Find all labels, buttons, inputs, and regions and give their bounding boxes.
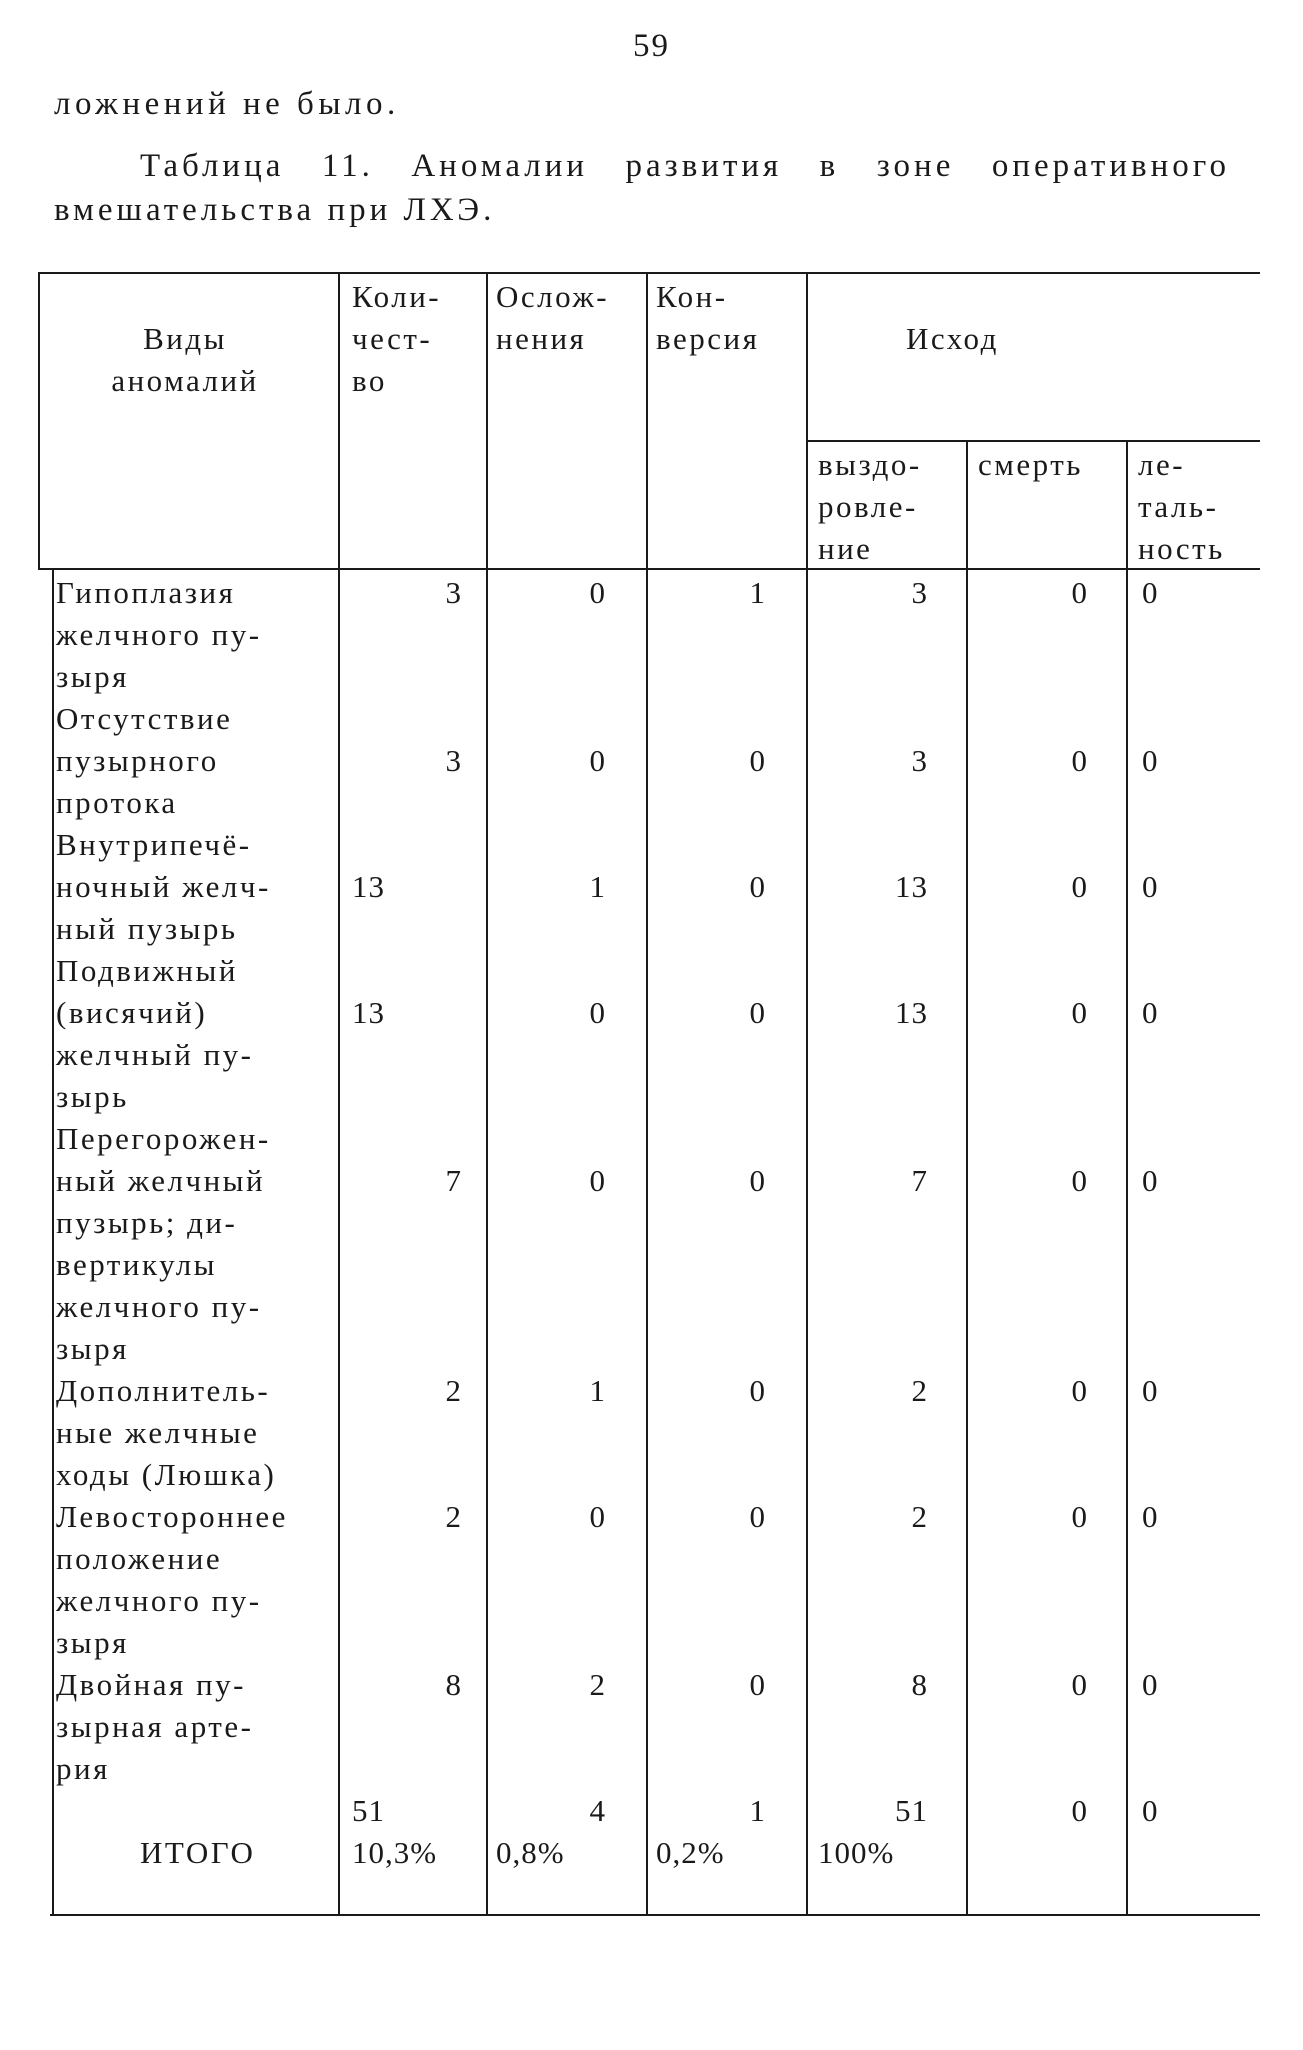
- caption-word: Таблица: [140, 148, 285, 184]
- caption-word: оперативного: [991, 148, 1230, 184]
- caption-word: 11.: [321, 148, 374, 184]
- row-count: 13: [352, 995, 385, 1030]
- col-divider: [966, 440, 968, 1916]
- intro-text: ложнений не было.: [54, 86, 400, 122]
- row-complications: 0: [589, 575, 606, 610]
- col-divider-left-header: [38, 272, 40, 570]
- row-complications: 1: [589, 869, 606, 904]
- row-lethality: 0: [1142, 995, 1159, 1030]
- table-caption-line2: вмешательства при ЛХЭ.: [54, 192, 496, 228]
- col-divider-left-body: [52, 568, 54, 1916]
- row-count: 8: [445, 1667, 462, 1702]
- header-count: Коли- чест- во: [352, 279, 442, 398]
- row-conversion: 0: [749, 1499, 766, 1534]
- row-complications: 1: [589, 1373, 606, 1408]
- row-death: 0: [1071, 1667, 1088, 1702]
- total-conversion: 1: [749, 1793, 766, 1828]
- row-count: 3: [445, 575, 462, 610]
- caption-word: Аномалии: [411, 148, 589, 184]
- row-count: 2: [445, 1499, 462, 1534]
- row-name: Перегорожен- ный желчный пузырь; ди- вертикулы желчного пу- зыря: [56, 1121, 271, 1366]
- row-conversion: 0: [749, 995, 766, 1030]
- row-conversion: 0: [749, 1667, 766, 1702]
- total-recovery-pct: 100%: [818, 1835, 895, 1870]
- total-count-pct: 10,3%: [352, 1835, 438, 1870]
- row-death: 0: [1071, 1163, 1088, 1198]
- caption-word: развития: [625, 148, 783, 184]
- row-lethality: 0: [1142, 1373, 1159, 1408]
- outcome-subheader-rule: [806, 440, 1260, 442]
- header-recovery: выздо- ровле- ние: [818, 447, 922, 566]
- row-death: 0: [1071, 995, 1088, 1030]
- total-complications-pct: 0,8%: [496, 1835, 565, 1870]
- caption-word: в: [819, 148, 840, 184]
- row-death: 0: [1071, 869, 1088, 904]
- row-conversion: 0: [749, 869, 766, 904]
- row-death: 0: [1071, 743, 1088, 778]
- row-complications: 0: [589, 743, 606, 778]
- row-name: Двойная пу- зырная арте- рия: [56, 1667, 254, 1786]
- table-top-rule: [38, 272, 1260, 274]
- row-recovery: 7: [911, 1163, 928, 1198]
- table-caption-line1: [140, 148, 1230, 185]
- row-count: 2: [445, 1373, 462, 1408]
- row-recovery: 8: [911, 1667, 928, 1702]
- row-count: 13: [352, 869, 385, 904]
- col-divider: [646, 272, 648, 1916]
- row-count: 3: [445, 743, 462, 778]
- row-conversion: 0: [749, 1373, 766, 1408]
- header-death: смерть: [978, 447, 1083, 482]
- total-conversion-pct: 0,2%: [656, 1835, 725, 1870]
- caption-word: зоне: [876, 148, 955, 184]
- row-lethality: 0: [1142, 1667, 1159, 1702]
- row-conversion: 0: [749, 743, 766, 778]
- col-divider: [1126, 440, 1128, 1916]
- page-number: 59: [633, 28, 670, 64]
- row-recovery: 2: [911, 1373, 928, 1408]
- row-lethality: 0: [1142, 869, 1159, 904]
- total-count: 51: [352, 1793, 385, 1828]
- row-name: Подвижный (висячий) желчный пу- зырь: [56, 953, 254, 1114]
- col-divider: [806, 272, 808, 1916]
- row-complications: 2: [589, 1667, 606, 1702]
- row-complications: 0: [589, 1163, 606, 1198]
- col-divider: [338, 272, 340, 1916]
- header-outcome: Исход: [906, 321, 999, 356]
- row-lethality: 0: [1142, 1499, 1159, 1534]
- header-lethality: ле- таль- ность: [1138, 447, 1225, 566]
- header-conversion: Кон- версия: [656, 279, 760, 356]
- row-name: Гипоплазия желчного пу- зыря: [56, 575, 262, 694]
- row-lethality: 0: [1142, 743, 1159, 778]
- row-lethality: 0: [1142, 575, 1159, 610]
- row-count: 7: [445, 1163, 462, 1198]
- header-complications: Ослож- нения: [496, 279, 610, 356]
- header-types: Виды аномалий: [111, 321, 259, 398]
- row-conversion: 0: [749, 1163, 766, 1198]
- total-label: ИТОГО: [140, 1835, 256, 1870]
- total-recovery: 51: [895, 1793, 928, 1828]
- row-complications: 0: [589, 995, 606, 1030]
- row-recovery: 13: [895, 995, 928, 1030]
- row-conversion: 1: [749, 575, 766, 610]
- row-death: 0: [1071, 575, 1088, 610]
- total-complications: 4: [589, 1793, 606, 1828]
- row-death: 0: [1071, 1373, 1088, 1408]
- row-name: Внутрипечё- ночный желч- ный пузырь: [56, 827, 271, 946]
- row-name: Дополнитель- ные желчные ходы (Люшка): [56, 1373, 277, 1492]
- row-recovery: 3: [911, 743, 928, 778]
- row-lethality: 0: [1142, 1163, 1159, 1198]
- row-recovery: 2: [911, 1499, 928, 1534]
- row-name: Левостороннее положение желчного пу- зыря: [56, 1499, 288, 1660]
- total-lethality: 0: [1142, 1793, 1159, 1828]
- row-death: 0: [1071, 1499, 1088, 1534]
- total-death: 0: [1071, 1793, 1088, 1828]
- col-divider: [486, 272, 488, 1916]
- row-name: Отсутствие пузырного протока: [56, 701, 233, 820]
- table-bottom-rule: [50, 1914, 1260, 1916]
- row-recovery: 13: [895, 869, 928, 904]
- row-recovery: 3: [911, 575, 928, 610]
- row-complications: 0: [589, 1499, 606, 1534]
- header-bottom-rule: [38, 568, 1260, 570]
